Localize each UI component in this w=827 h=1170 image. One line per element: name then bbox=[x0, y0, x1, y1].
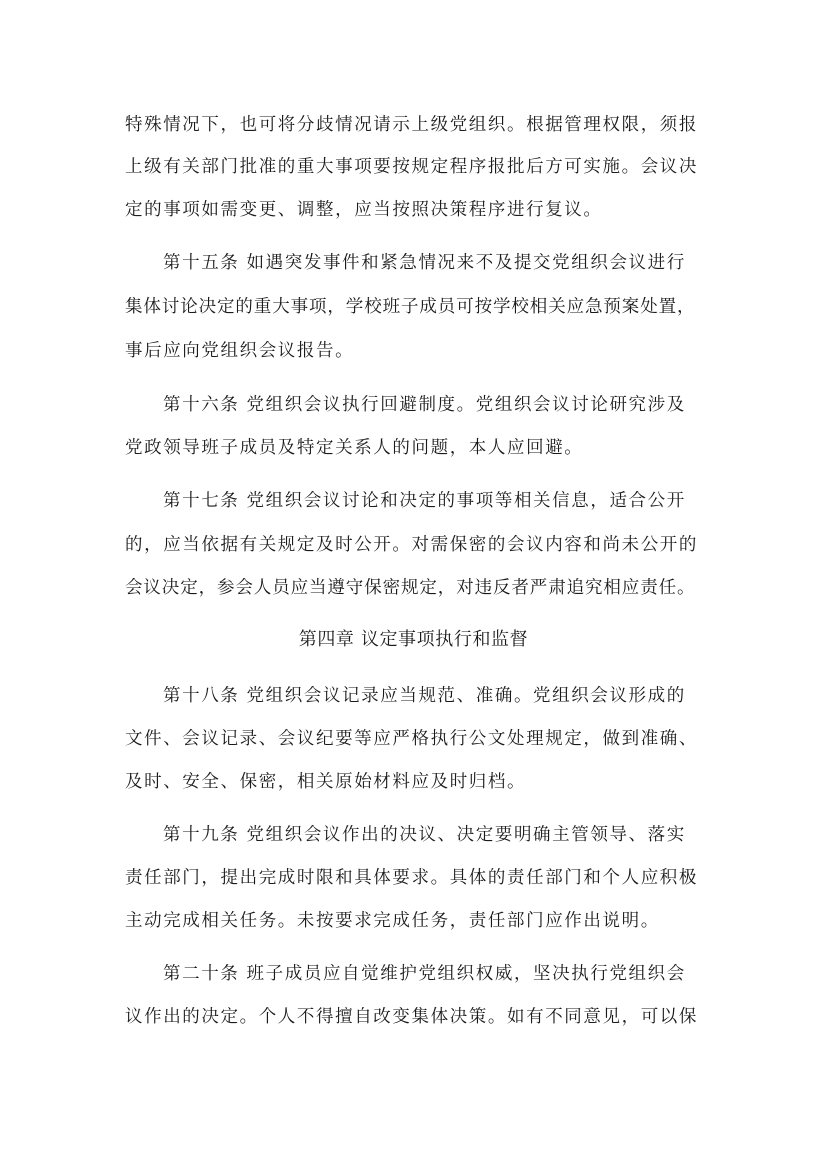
article-16-line: 党政领导班子成员及特定关系人的问题，本人应回避。 bbox=[125, 438, 584, 458]
article-20-line: 第二十条 班子成员应自觉维护党组织权威，坚决执行党组织会 bbox=[163, 964, 686, 984]
paragraph-line: 特殊情况下，也可将分歧情况请示上级党组织。根据管理权限，须报 bbox=[125, 115, 698, 135]
chapter-heading: 第四章 议定事项执行和监督 bbox=[298, 629, 529, 650]
paragraph-line: 定的事项如需变更、调整，应当按照决策程序进行复议。 bbox=[125, 200, 603, 220]
article-16-line: 第十六条 党组织会议执行回避制度。党组织会议讨论研究涉及 bbox=[163, 395, 686, 415]
article-17-line: 第十七条 党组织会议讨论和决定的事项等相关信息，适合公开 bbox=[163, 491, 686, 511]
article-15-line: 事后应向党组织会议报告。 bbox=[125, 341, 355, 361]
article-18-line: 及时、安全、保密，相关原始材料应及时归档。 bbox=[125, 772, 527, 792]
article-15-line: 集体讨论决定的重大事项，学校班子成员可按学校相关应急预案处置， bbox=[125, 297, 696, 317]
article-20-line: 议作出的决定。个人不得擅自改变集体决策。如有不同意见，可以保 bbox=[125, 1007, 698, 1027]
article-19-line: 责任部门，提出完成时限和具体要求。具体的责任部门和个人应积极 bbox=[125, 868, 698, 888]
article-19-line: 第十九条 党组织会议作出的决议、决定要明确主管领导、落实 bbox=[163, 825, 686, 845]
article-17-line: 会议决定，参会人员应当遵守保密规定，对违反者严肃追究相应责任。 bbox=[125, 578, 696, 598]
article-18-line: 文件、会议记录、会议纪要等应严格执行公文处理规定，做到准确、 bbox=[125, 729, 698, 749]
article-19-line: 主动完成相关任务。未按要求完成任务，责任部门应作出说明。 bbox=[125, 911, 660, 931]
article-15-line: 第十五条 如遇突发事件和紧急情况来不及提交党组织会议进行 bbox=[163, 253, 686, 273]
article-17-line: 的，应当依据有关规定及时公开。对需保密的会议内容和尚未公开的 bbox=[125, 535, 698, 555]
paragraph-line: 上级有关部门批准的重大事项要按规定程序报批后方可实施。会议决 bbox=[125, 157, 698, 177]
article-18-line: 第十八条 党组织会议记录应当规范、准确。党组织会议形成的 bbox=[163, 686, 686, 706]
